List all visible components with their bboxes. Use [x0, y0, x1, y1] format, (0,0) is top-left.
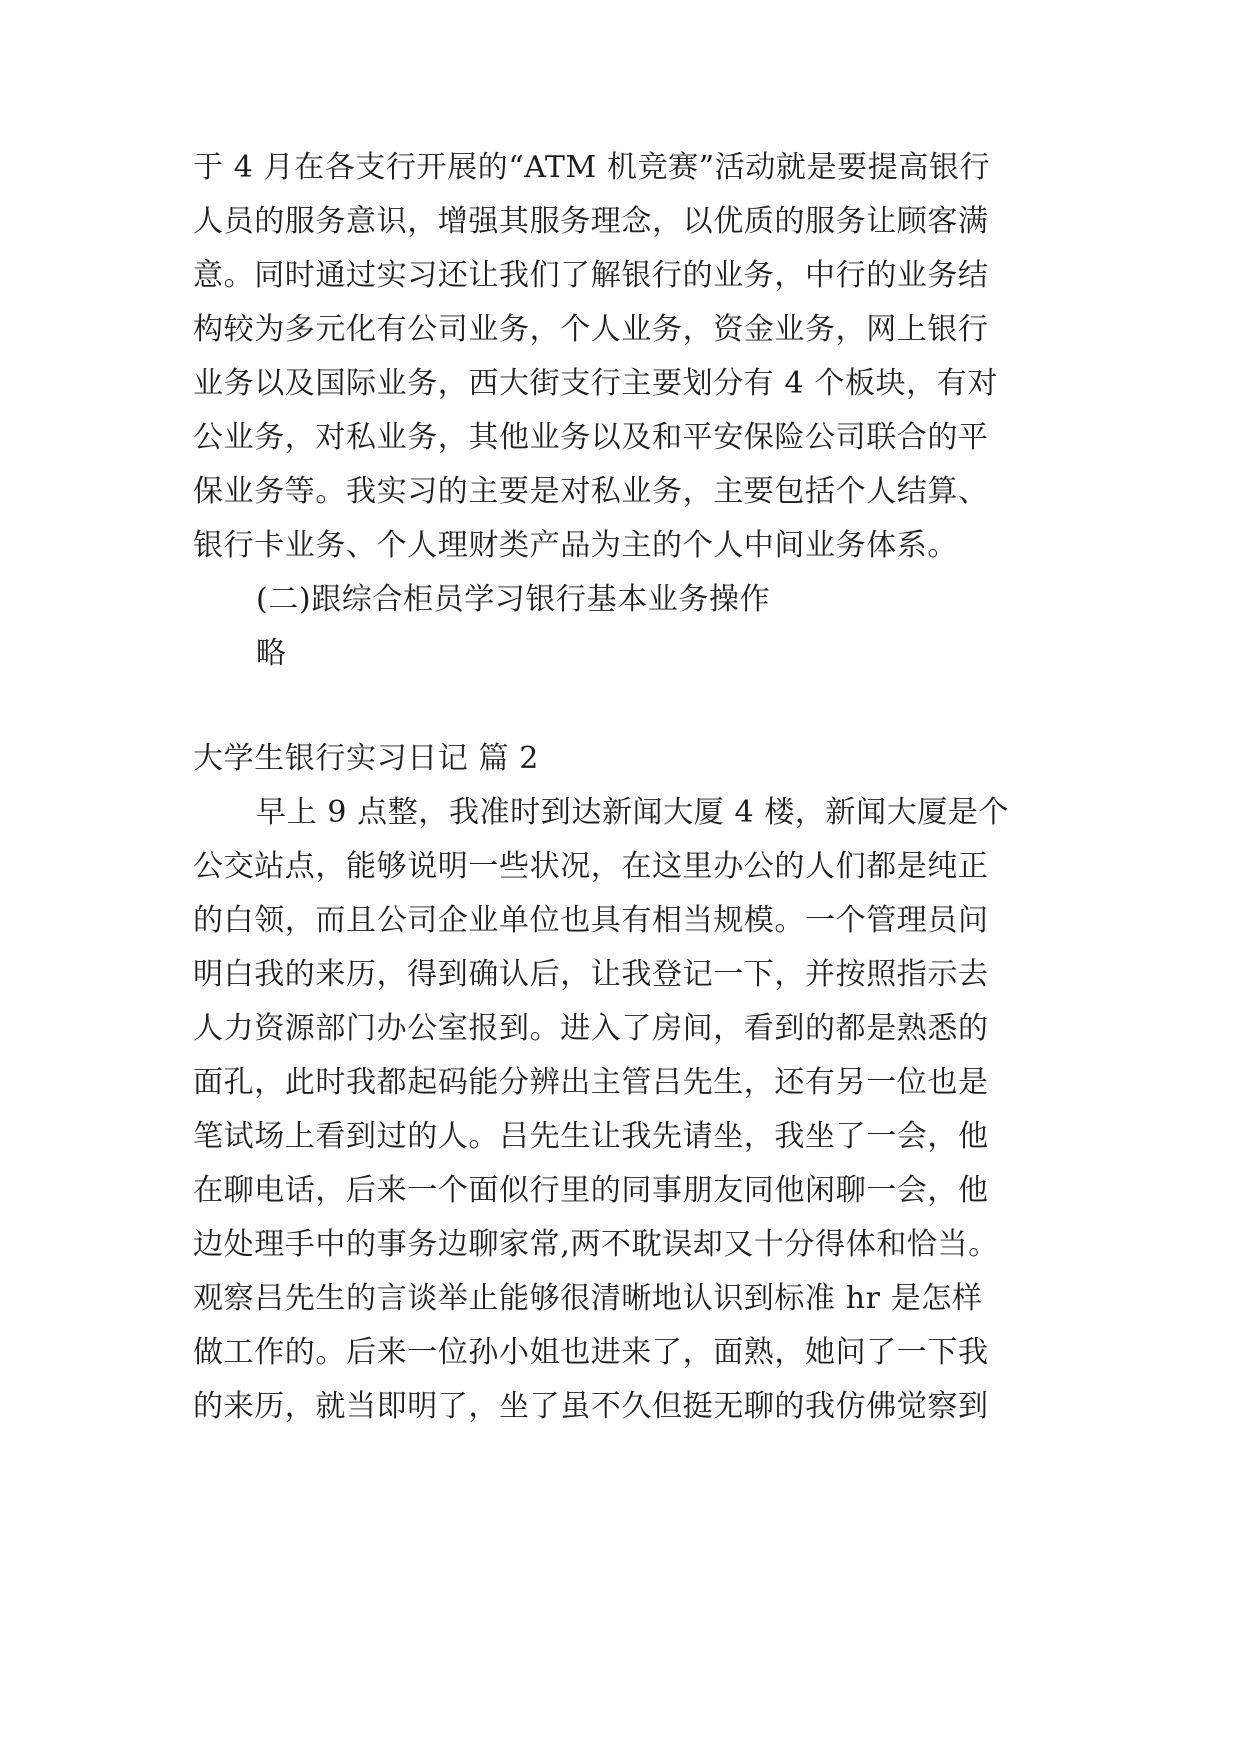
paragraph-line: 意。同时通过实习还让我们了解银行的业务，中行的业务结 [193, 258, 989, 293]
paragraph-line: 于 4 月在各支行开展的“ATM 机竞赛”活动就是要提高银行 [193, 150, 991, 185]
paragraph-line: 明白我的来历，得到确认后，让我登记一下，并按照指示去 [193, 957, 989, 992]
paragraph-line: 人员的服务意识，增强其服务理念，以优质的服务让顾客满 [193, 204, 989, 239]
paragraph-line: 边处理手中的事务边聊家常,两不耽误却又十分得体和恰当。 [193, 1227, 999, 1262]
paragraph-line: 在聊电话，后来一个面似行里的同事朋友同他闲聊一会，他 [193, 1173, 989, 1208]
paragraph-line: 笔试场上看到过的人。吕先生让我先请坐，我坐了一会，他 [193, 1119, 989, 1154]
paragraph-line: 银行卡业务、个人理财类产品为主的个人中间业务体系。 [193, 528, 958, 563]
section-title: 大学生银行实习日记 篇 2 [193, 741, 539, 776]
subheading: (二)跟综合柜员学习银行基本业务操作 [256, 582, 771, 617]
paragraph-line: 的来历，就当即明了，坐了虽不久但挺无聊的我仿佛觉察到 [193, 1389, 989, 1424]
paragraph-line: 的白领，而且公司企业单位也具有相当规模。一个管理员问 [193, 903, 989, 938]
paragraph-line: 观察吕先生的言谈举止能够很清晰地认识到标准 hr 是怎样 [193, 1281, 983, 1316]
paragraph-line: 公交站点，能够说明一些状况，在这里办公的人们都是纯正 [193, 849, 989, 884]
paragraph-line: 构较为多元化有公司业务，个人业务，资金业务，网上银行 [193, 312, 989, 347]
paragraph-line: 人力资源部门办公室报到。进入了房间，看到的都是熟悉的 [193, 1011, 989, 1046]
paragraph-line: 早上 9 点整，我准时到达新闻大厦 4 楼，新闻大厦是个 [256, 795, 1010, 830]
paragraph-line: 公业务，对私业务，其他业务以及和平安保险公司联合的平 [193, 420, 989, 455]
paragraph-line: 面孔，此时我都起码能分辨出主管吕先生，还有另一位也是 [193, 1065, 989, 1100]
paragraph-line: 业务以及国际业务，西大街支行主要划分有 4 个板块，有对 [193, 366, 998, 401]
paragraph-line: 做工作的。后来一位孙小姐也进来了，面熟，她问了一下我 [193, 1335, 989, 1370]
omitted-note: 略 [256, 636, 287, 671]
paragraph-line: 保业务等。我实习的主要是对私业务，主要包括个人结算、 [193, 474, 989, 509]
